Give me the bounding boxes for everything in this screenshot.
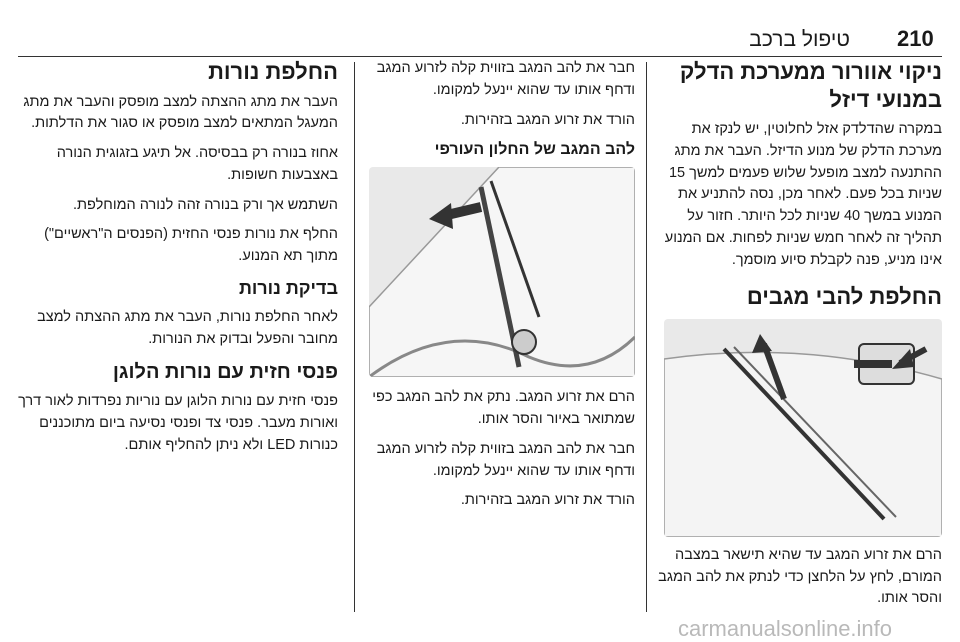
header-rule — [18, 56, 942, 57]
heading-fuel-bleed: ניקוי אוורור ממערכת הדלק — [679, 59, 942, 84]
heading-bulb-replace: החלפת נורות — [208, 59, 338, 84]
column-right — [652, 58, 942, 618]
watermark: carmanualsonline.info — [678, 616, 893, 641]
heading-wiper-replace: החלפת להבי מגבים — [746, 284, 942, 310]
column-left — [18, 58, 338, 465]
column-divider-right — [646, 62, 647, 612]
column-middle — [365, 58, 635, 520]
paragraph-wiper-remove: הרם את זרוע המגב עד שהיא תישאר במצבה המורם, לחץ על הלחצן כדי לנתק את להב המגב והסר אותו. — [658, 546, 942, 607]
paragraph-rear-attach: חבר את להב המגב בזווית קלה לזרוע המגב ודחף אותו עד שהוא יינעל למקומו. — [376, 440, 635, 479]
paragraph-bulb-headlamp: החלף את נורות פנסי החזית (הפנסים ה"ראשיים") מתוך תא המנוע. — [44, 226, 338, 264]
paragraph-fuel-bleed: במקרה שהדלדק אזל לחלוטין, יש לנקז את מערכת הדלק של מנוע הדיזל. העבר את מתג ההתנעה למצב מופעל שלוש פעמים למשך 15 שניות בכל פעם. לאחר מכן, נסה להתניע את המנוע במשך 40 שניות לכל היותר. חזור על תהליך זה לאחר חמש שניות לפחות. אם המנוע אינו מניע, פנה לקבלת סיוע מוסמך. — [664, 121, 942, 268]
paragraph-rear-lower: הורד את זרוע המגב בזהירות. — [460, 492, 635, 509]
paragraph-lower-arm: הורד את זרוע המגב בזהירות. — [460, 111, 635, 128]
rear-wiper-illustration — [369, 167, 635, 377]
page-number: 210 — [897, 26, 934, 51]
heading-rear-wiper: להב המגב של החלון העורפי — [434, 141, 635, 159]
heading-halogen: פנסי חזית עם נורות הלוגן — [112, 361, 338, 384]
wiper-blade-illustration — [664, 319, 942, 537]
section-title: טיפול ברכב — [749, 28, 850, 51]
page-header — [0, 26, 960, 56]
paragraph-bulb-handle: אחוז בנורה רק בבסיסה. אל תיגע בזגוגית הנורה באצבעות חשופות. — [56, 145, 338, 183]
heading-bulb-check: בדיקת נורות — [238, 277, 338, 298]
paragraph-bulb-ignition: העבר את מתג ההצתה למצב מופסק והעבר את מתג המעגל המתאים למצב מופסק או סגור את הדלתות. — [23, 93, 338, 132]
paragraph-attach-blade: חבר את להב המגב בזווית קלה לזרוע המגב ודחף אותו עד שהוא יינעל למקומו. — [376, 60, 635, 98]
heading-fuel-bleed-sub: במנועי דיזל — [829, 86, 942, 112]
paragraph-halogen: פנסי חזית עם נורות הלוגן עם נוריות נפרדות לאור דרך ואורות מעבר. פנסי צד ופנסי נסיעה ביום מתוכננים כנורות LED ולא ניתן להחליף אותם. — [18, 393, 338, 453]
paragraph-bulb-same: השתמש אך ורק בנורה זהה לנורה המוחלפת. — [73, 196, 338, 213]
paragraph-bulb-check: לאחר החלפת נורות, העבר את מתג ההצתה למצב מחובר והפעל ובדוק את הנורות. — [37, 308, 338, 347]
paragraph-rear-lift: הרם את זרוע המגב. נתק את להב המגב כפי שמתואר באיור והסר אותו. — [372, 389, 635, 427]
column-divider-left — [354, 62, 355, 612]
